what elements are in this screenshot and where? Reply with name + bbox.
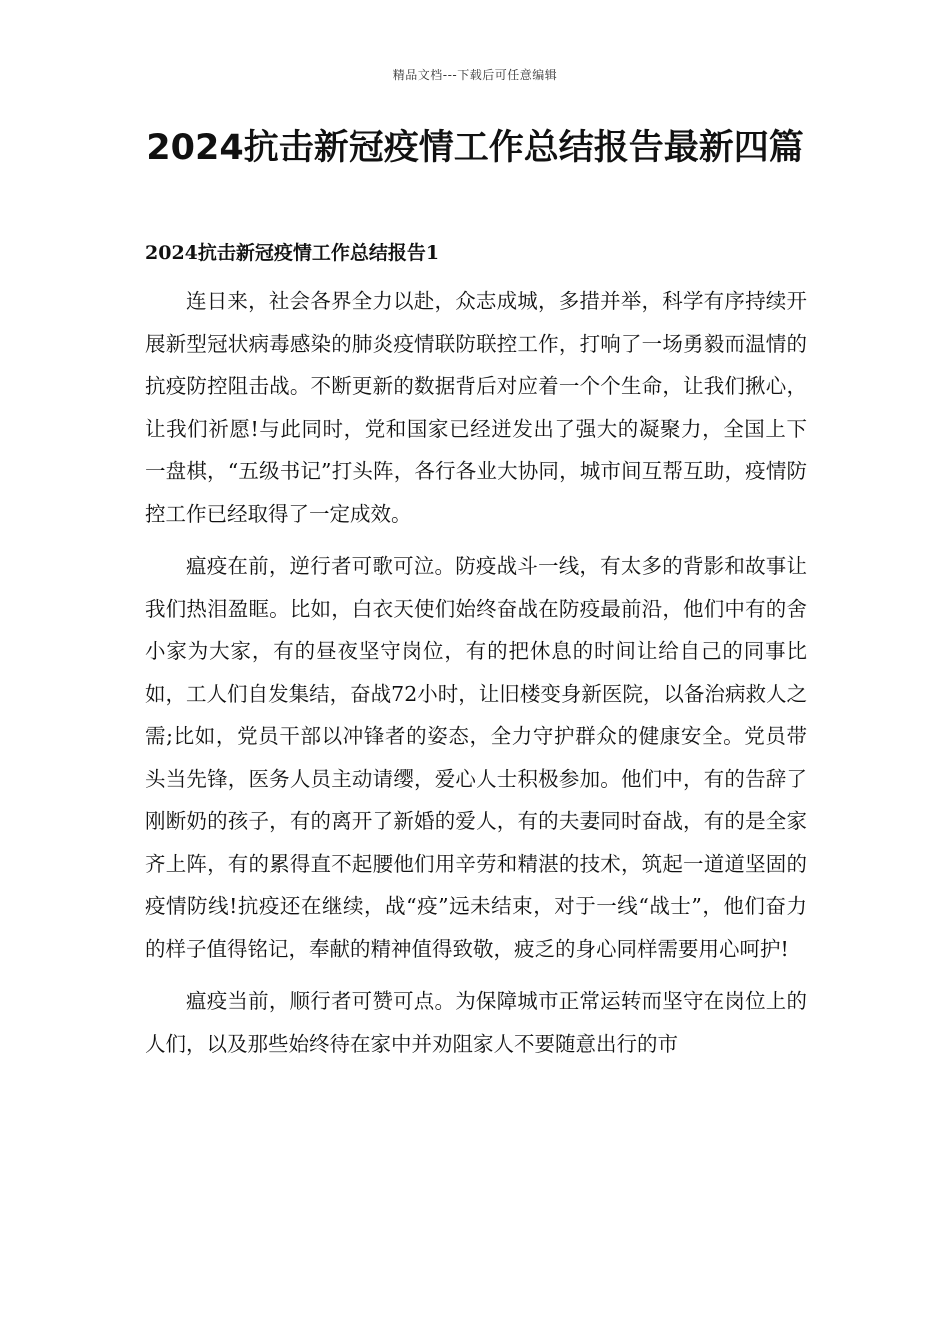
document-title: 2024抗击新冠疫情工作总结报告最新四篇	[146, 128, 804, 168]
header-note: 精品文档---下载后可任意编辑	[392, 68, 558, 82]
paragraph-3: 瘟疫当前，顺行者可赞可点。为保障城市正常运转而坚守在岗位上的人们，以及那些始终待在家中并劝阻家人不要随意出行的市	[145, 989, 807, 1056]
paragraph-1: 连日来，社会各界全力以赴，众志成城，多措并举，科学有序持续开展新型冠状病毒感染的肺炎疫情联防联控工作，打响了一场勇毅而温情的抗疫防控阻击战。不断更新的数据背后对应着一个个生命，让我们揪心，让我们祈愿!与此同时，党和国家已经迸发出了强大的凝聚力，全国上下一盘棋，“五级书记”打头阵，各行各业大协同，城市间互帮互助，疫情防控工作已经取得了一定成效。	[145, 289, 807, 526]
section-heading: 2024抗击新冠疫情工作总结报告1	[145, 242, 440, 264]
body-text	[145, 280, 807, 1075]
paragraph-2: 瘟疫在前，逆行者可歌可泣。防疫战斗一线，有太多的背影和故事让我们热泪盈眶。比如，白衣天使们始终奋战在防疫最前沿，他们中有的舍小家为大家，有的昼夜坚守岗位，有的把休息的时间让给自己的同事比如，工人们自发集结，奋战72小时，让旧楼变身新医院，以备治病救人之需;比如，党员干部以冲锋者的姿态，全力守护群众的健康安全。党员带头当先锋，医务人员主动请缨，爱心人士积极参加。他们中，有的告辞了刚断奶的孩子，有的离开了新婚的爱人，有的夫妻同时奋战，有的是全家齐上阵，有的累得直不起腰他们用辛劳和精湛的技术，筑起一道道坚固的疫情防线!抗疫还在继续，战“疫”远未结束，对于一线“战士”，他们奋力的样子值得铭记，奉献的精神值得致敬，疲乏的身心同样需要用心呵护!	[145, 554, 807, 961]
